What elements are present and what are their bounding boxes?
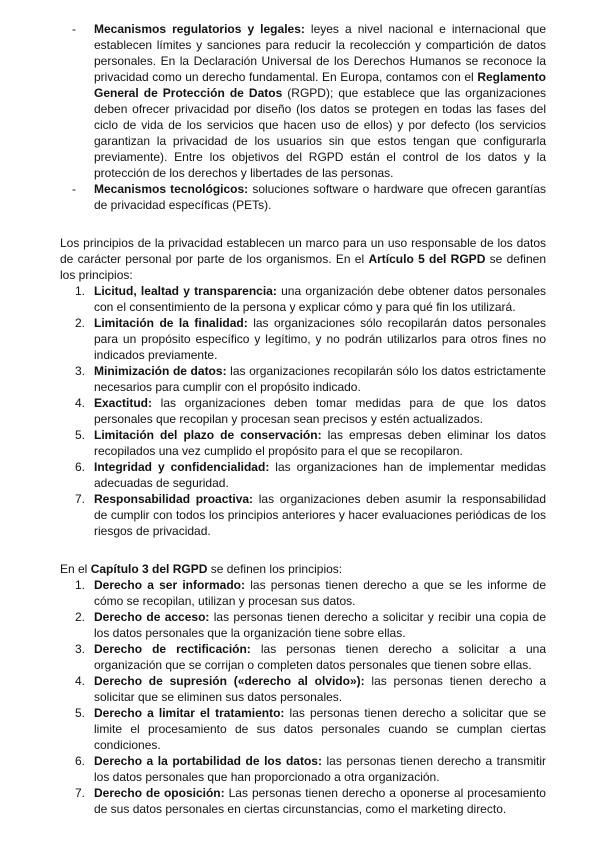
item-text: soluciones software o hardware que ofrecen garantías de privacidad específicas (PETs).: [94, 182, 547, 212]
list-item: 7. Responsabilidad proactiva: las organizaciones deben asumir la responsabilidad de cumplir con todos los principios anteriores y hacer evaluaciones periódicas de los riesgos de privacidad.: [75, 492, 547, 538]
item-title: Licitud, lealtad y transparencia:: [94, 284, 277, 298]
item-title: Limitación de la finalidad:: [94, 316, 248, 330]
item-title: Mecanismos tecnológicos:: [94, 182, 249, 196]
rights-list: [60, 577, 546, 817]
principles-intro: Los principios de la privacidad establecen un marco para un uso responsable de los datos de carácter personal por parte de los organismos. En el Artículo 5 del RGPD se definen los principios:: [60, 236, 546, 282]
article-reference: Artículo 5 del RGPD: [368, 252, 486, 266]
item-title: Integridad y confidencialidad:: [94, 460, 270, 474]
item-title: Limitación del plazo de conservación:: [94, 428, 322, 442]
list-item: 3. Minimización de datos: las organizaciones recopilarán sólo los datos estrictamente necesarios para cumplir con el propósito indicado.: [75, 364, 546, 394]
item-title: Derecho de rectificación:: [94, 642, 251, 656]
item-title: Derecho a la portabilidad de los datos:: [94, 754, 322, 768]
list-item: 6. Integridad y confidencialidad: las organizaciones han de implementar medidas adecuadas de seguridad.: [75, 460, 546, 490]
list-item: 4. Derecho de supresión («derecho al olvido»): las personas tienen derecho a solicitar que se eliminen sus datos personales.: [75, 674, 546, 704]
rights-intro: En el Capítulo 3 del RGPD se definen los principios:: [60, 562, 343, 576]
item-title: Exactitud:: [94, 396, 153, 410]
chapter-reference: Capítulo 3 del RGPD: [90, 562, 208, 576]
list-item: [60, 21, 546, 181]
list-item: 3. Derecho de rectificación: las personas tienen derecho a solicitar a una organización que se corrijan o completen datos personales que tienen sobre ellas.: [75, 642, 546, 672]
item-title: Mecanismos regulatorios y legales:: [94, 22, 305, 36]
list-item: 5. Derecho a limitar el tratamiento: las personas tienen derecho a solicitar que se limite el procesamiento de sus datos personales cuando se cumplan ciertas condiciones.: [75, 706, 547, 752]
principles-list: [60, 283, 546, 539]
item-title: Derecho de oposición:: [94, 786, 225, 800]
list-item: 1. Licitud, lealtad y transparencia: una organización debe obtener datos personales con el consentimiento de la persona y explicar cómo y para qué fin los utilizará.: [75, 284, 546, 314]
mechanisms-list: [60, 21, 546, 213]
item-title: Derecho de acceso:: [94, 610, 210, 624]
list-item: 7. Derecho de oposición: Las personas tienen derecho a oponerse al procesamiento de sus datos personales en ciertas circunstancias, como el marketing directo.: [75, 786, 546, 816]
dash-bullet: -: [72, 22, 76, 36]
item-text: leyes a nivel nacional e internacional que establecen límites y sanciones para reducir la recolección y compartición de datos personales. En la Declaración Universal de los Derechos Humanos se reconoce la privacidad como un derecho fundamental. En Europa, contamos con el: [94, 22, 546, 84]
item-title: Derecho a ser informado:: [94, 578, 246, 592]
item-title: Minimización de datos:: [94, 364, 227, 378]
list-item: [60, 181, 546, 213]
list-item: 4. Exactitud: las organizaciones deben tomar medidas para de que los datos personales que recopilan y procesan sean precisos y estén actualizados.: [75, 396, 546, 426]
item-text-continued: (RGPD); que establece que las organizaciones deben ofrecer privacidad por diseño (los datos se protegen en todas las fases del ciclo de vida de los servicios que hacen uso de ellos) y por defecto (los servicios garantizan la privacidad de los usuarios sin que estos tengan que configurarla previamente). Entre los objetivos del RGPD están el control de los datos y la protección de los derechos y libertades de las personas.: [94, 86, 546, 180]
list-item: 2. Derecho de acceso: las personas tienen derecho a solicitar y recibir una copia de los datos personales que la organización tiene sobre ellas.: [75, 610, 546, 640]
item-title: Responsabilidad proactiva:: [94, 492, 254, 506]
item-title: Derecho a limitar el tratamiento:: [94, 706, 285, 720]
list-item: 2. Limitación de la finalidad: las organizaciones sólo recopilarán datos personales para un propósito específico y legítimo, y no podrán utilizarlos para otros fines no indicados previamente.: [75, 316, 546, 362]
dash-bullet: -: [72, 182, 76, 196]
list-item: 5. Limitación del plazo de conservación: las empresas deben eliminar los datos recopilados una vez cumplido el propósito para el que se recopilaron.: [75, 428, 547, 458]
list-item: 1. Derecho a ser informado: las personas tienen derecho a que se les informe de cómo se recopilan, utilizan y procesan sus datos.: [75, 578, 546, 608]
item-title: Derecho de supresión («derecho al olvido»):: [94, 674, 365, 688]
regulation-name: Reglamento General de Protección de Datos: [94, 70, 546, 100]
list-item: 6. Derecho a la portabilidad de los datos: las personas tienen derecho a transmitir los datos personales que han proporcionado a otra organización.: [75, 754, 546, 784]
